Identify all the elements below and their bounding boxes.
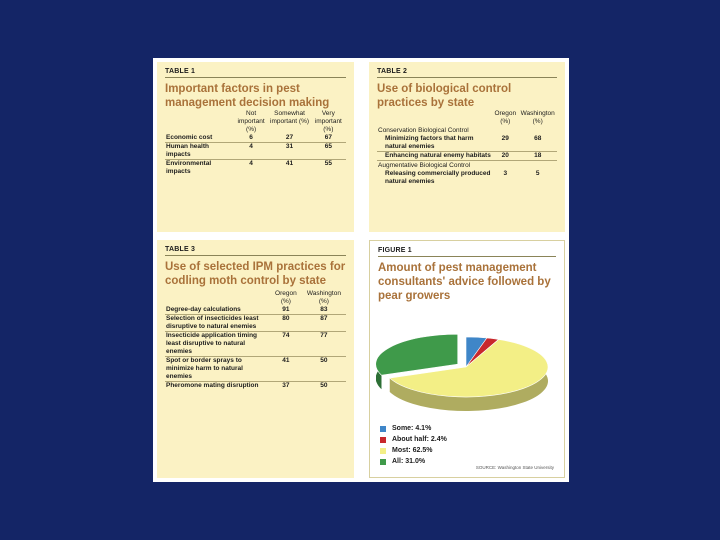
table1-col-header: Very important (%) <box>314 110 342 133</box>
table-row: Human health impacts 4 31 65 <box>165 143 346 160</box>
table1 <box>165 110 346 176</box>
legend-swatch <box>380 448 386 454</box>
table1-col-header: Not important (%) <box>237 110 265 133</box>
table2-panel <box>369 62 565 232</box>
report-sheet <box>153 58 569 482</box>
legend-label: Most: 62.5% <box>392 447 433 454</box>
table1-col-header: Somewhat important (%) <box>270 110 310 125</box>
table3-col-header: Washington (%) <box>306 290 341 305</box>
table2-group-label: Conservation Biological Control <box>378 127 469 134</box>
table1-title: Important factors in pest management decision making <box>165 83 330 109</box>
table-row: Insecticide application timing least disruptive to natural enemies 74 77 <box>165 332 346 357</box>
figure1-source: SOURCE: Washington State University <box>475 465 554 470</box>
table-row: Minimizing factors that harm natural enemies 29 68 <box>377 135 557 152</box>
pie-slice-top <box>376 334 458 375</box>
table3 <box>165 290 346 390</box>
table3-col-header: Oregon (%) <box>275 290 297 305</box>
table2-title: Use of biological control practices by state <box>377 83 512 109</box>
legend-swatch <box>380 426 386 432</box>
table-row: Environmental impacts 4 41 55 <box>166 160 332 175</box>
table2-col-header: Oregon (%) <box>494 110 517 125</box>
table-row: Selection of insecticides least disruptive to natural enemies 80 87 <box>165 315 346 332</box>
table2-group-label: Augmentative Biological Control <box>378 162 471 169</box>
figure1-title: Amount of pest management consultants' advice followed by pear growers <box>378 262 551 302</box>
legend-label: About half: 2.4% <box>392 436 447 443</box>
legend-label: Some: 4.1% <box>392 425 432 432</box>
legend-item <box>380 445 447 456</box>
table-row: Economic cost 6 27 67 <box>165 134 346 143</box>
table2-col-header: Washington (%) <box>520 110 555 125</box>
legend-swatch <box>380 437 386 443</box>
table3-label: TABLE 3 <box>165 246 196 253</box>
figure1-label: FIGURE 1 <box>378 247 412 254</box>
table2 <box>377 110 557 186</box>
legend-swatch <box>380 459 386 465</box>
figure1-panel <box>369 240 565 478</box>
table-row: Releasing commercially produced natural enemies 3 5 <box>385 170 540 185</box>
legend-item <box>380 456 447 467</box>
table-row: Degree-day calculations 91 83 <box>165 306 346 315</box>
legend-item <box>380 434 447 445</box>
table1-label: TABLE 1 <box>165 68 196 75</box>
table-row: Spot or border sprays to minimize harm to natural enemies 41 50 <box>165 357 346 382</box>
table3-panel <box>157 240 354 478</box>
table-row: Pheromone mating disruption 37 50 <box>166 382 328 389</box>
table-row: Enhancing natural enemy habitats 20 18 <box>377 152 557 161</box>
legend-item <box>380 423 447 434</box>
legend-label: All: 31.0% <box>392 458 426 465</box>
chart-legend <box>380 423 447 467</box>
pie-chart <box>376 329 556 419</box>
table1-panel <box>157 62 354 232</box>
table3-title: Use of selected IPM practices for codling moth control by state <box>165 261 346 287</box>
table2-label: TABLE 2 <box>377 68 408 75</box>
